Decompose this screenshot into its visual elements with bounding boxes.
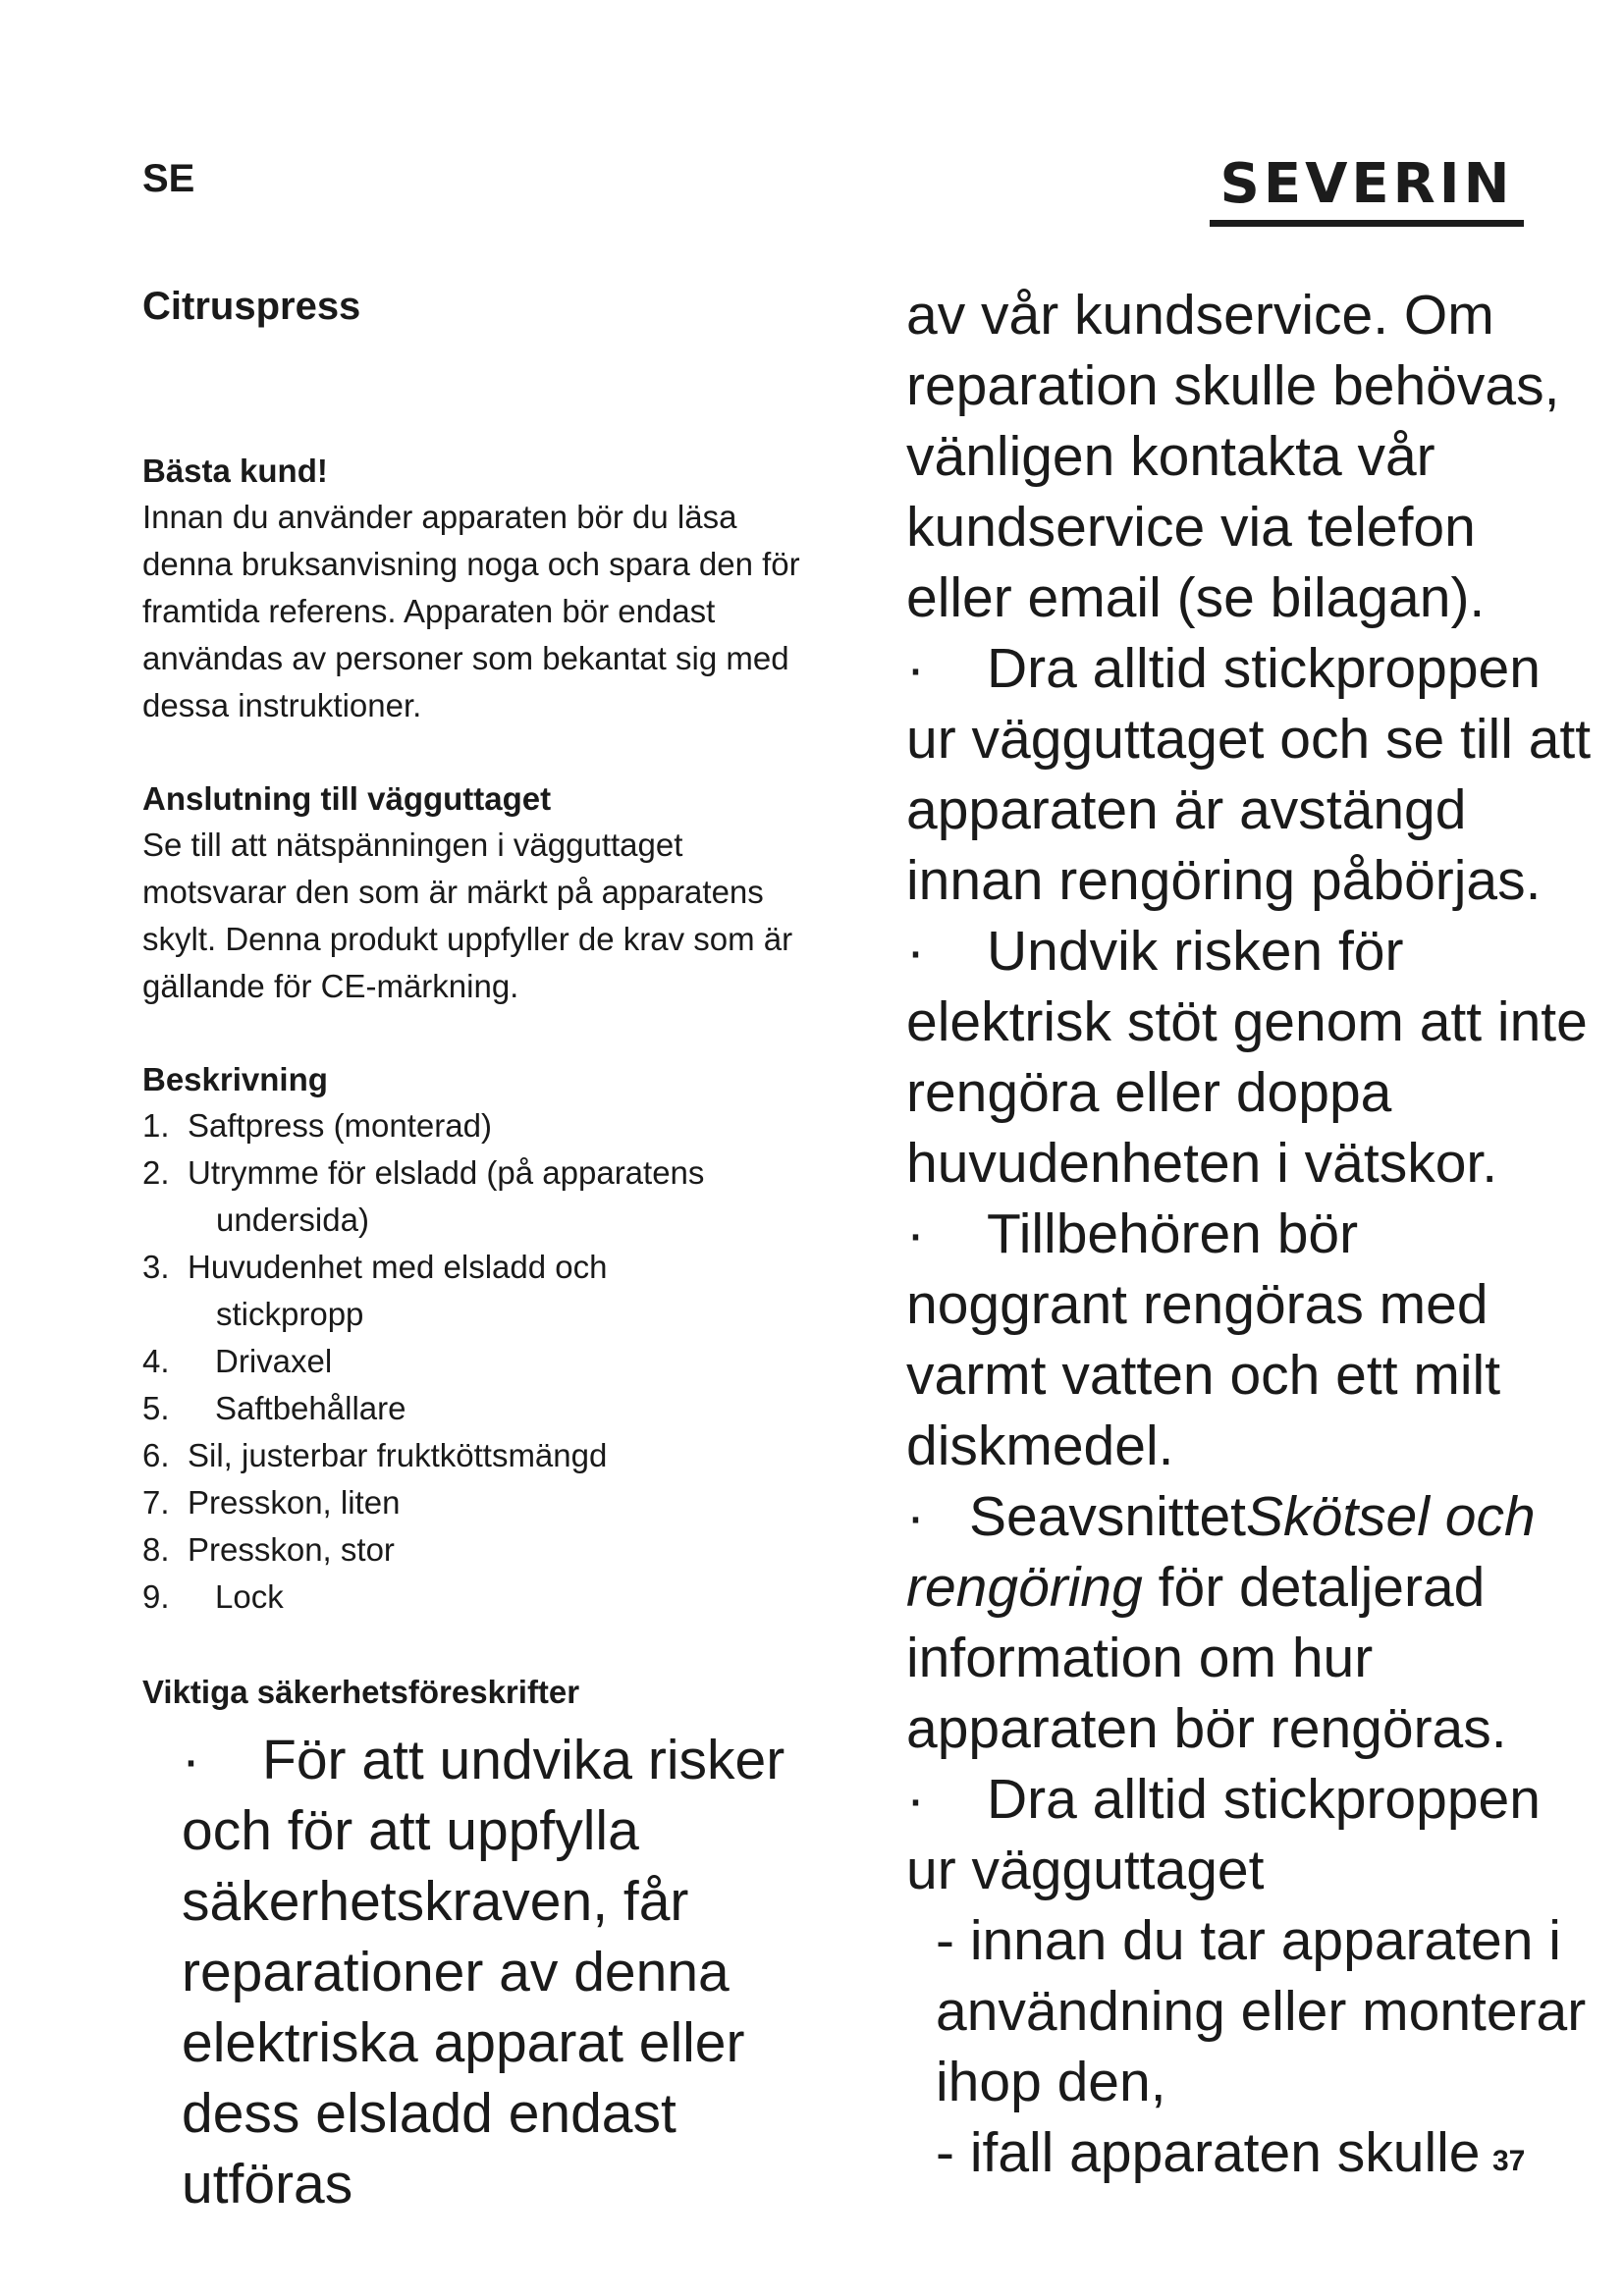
safety-item-accessories: · Tillbehören bör noggrant rengöras med varmt vatten och ett milt diskmedel. <box>906 1199 1594 1481</box>
list-item: 2. Utrymme för elsladd (på apparatens <box>142 1154 705 1191</box>
list-item: 7. Presskon, liten <box>142 1484 401 1521</box>
safety-item-repairs: · För att undvika risker och för att uppfylla säkerhetskraven, får reparationer av denna elektriska apparat eller dess elsladd endast utföras <box>142 1725 830 2219</box>
safety-item-electric-shock: · Undvik risken för elektrisk stöt genom att inte rengöra eller doppa huvudenheten i vätskor. <box>906 916 1594 1199</box>
parts-list <box>142 1102 830 1621</box>
safety-subitem-if: - ifall apparaten skulle <box>936 2121 1481 2184</box>
list-item: 5. Saftbehållare <box>142 1390 406 1426</box>
list-item-continuation: undersida) <box>216 1201 369 1238</box>
list-item: 4. Drivaxel <box>142 1343 333 1379</box>
left-column <box>142 285 830 2219</box>
severin-logo: SEVERIN <box>1210 157 1524 227</box>
list-item-continuation: stickpropp <box>216 1296 364 1332</box>
list-item: 6. Sil, justerbar fruktköttsmängd <box>142 1437 608 1473</box>
safety-item-unplug: · Dra alltid stickproppen ur vägguttaget och se till att apparaten är avstängd innan rengöring påbörjas. <box>906 633 1594 916</box>
list-item: 1. Saftpress (monterad) <box>142 1107 492 1144</box>
document-title: Citruspress <box>142 285 361 328</box>
right-column <box>906 280 1594 2188</box>
list-item: 9. Lock <box>142 1578 284 1615</box>
greeting-title: Bästa kund! <box>142 453 328 489</box>
page-number: 37 <box>1492 2145 1526 2177</box>
list-item: 8. Presskon, stor <box>142 1531 395 1568</box>
safety-item-cleaning-ref: · SeavsnittetSkötsel och rengöring för detaljerad information om hur apparaten bör rengöras. <box>906 1481 1594 1764</box>
bullet-icon: · <box>906 1768 925 1831</box>
description-title: Beskrivning <box>142 1061 328 1097</box>
language-code: SE <box>142 157 195 200</box>
safety-subitem-before-use: - innan du tar apparaten i användning eller monterar ihop den, <box>936 1909 1587 2113</box>
list-item: 3. Huvudenhet med elsladd och <box>142 1249 608 1285</box>
safety-title: Viktiga säkerhetsföreskrifter <box>142 1674 580 1710</box>
safety-item-unplug-when: · Dra alltid stickproppen ur vägguttaget <box>906 1764 1594 1905</box>
bullet-icon: · <box>906 1485 925 1548</box>
greeting-text: Innan du använder apparaten bör du läsa denna bruksanvisning noga och spara den för framtida referens. Apparaten bör endast användas av personer som bekantat sig med dessa instruktioner. <box>142 499 800 723</box>
connection-text: Se till att nätspänningen i vägguttaget motsvarar den som är märkt på apparatens skylt. Denna produkt uppfyller de krav som är gällande för CE-märkning. <box>142 827 793 1004</box>
safety-item-repairs-continued: av vår kundservice. Om reparation skulle behövas, vänligen kontakta vår kundservice via telefon eller email (se bilagan). <box>906 284 1560 629</box>
bullet-icon: · <box>182 1729 200 1791</box>
connection-title: Anslutning till vägguttaget <box>142 780 552 817</box>
bullet-icon: · <box>906 637 925 700</box>
bullet-icon: · <box>906 920 925 983</box>
bullet-icon: · <box>906 1202 925 1265</box>
